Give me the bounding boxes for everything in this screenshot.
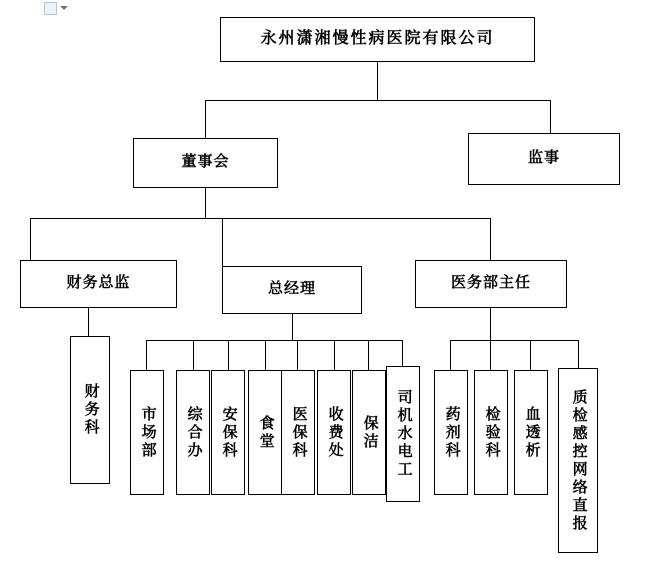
node-lab: 检验科 (474, 370, 508, 495)
toolbar-fragment[interactable] (44, 0, 80, 16)
connector-market-drop (146, 340, 147, 370)
node-quality-control: 质检感控网络直报 (558, 368, 598, 553)
node-gm: 总经理 (222, 266, 362, 314)
connector-canteen-drop (265, 340, 266, 370)
document-icon[interactable] (44, 2, 57, 15)
connector-medical-drop (490, 218, 491, 260)
node-root: 永州潇湘慢性病医院有限公司 (220, 17, 535, 62)
connector-pharmacy-drop (450, 340, 451, 370)
node-cleaning: 保洁 (352, 370, 386, 495)
node-market-dept: 市场部 (130, 370, 164, 495)
node-cashier: 收费处 (317, 370, 351, 495)
node-cfo: 财务总监 (20, 260, 177, 308)
connector-quality-drop (578, 340, 579, 368)
connector-gm-drop (222, 218, 223, 266)
connector-insurance-drop (297, 340, 298, 370)
node-supervisor: 监事 (468, 133, 620, 185)
connector-supervisor-drop (550, 100, 551, 133)
connector-driver-drop (402, 340, 403, 366)
connector-medical-bus (450, 340, 578, 341)
connector-cfo-drop (30, 218, 31, 260)
node-medical-insurance: 医保科 (281, 370, 315, 495)
connector-root-stem (377, 62, 378, 100)
connector-medical-stem (490, 308, 491, 340)
connector-level1-bus (205, 100, 550, 101)
node-canteen: 食堂 (248, 370, 282, 495)
connector-dialysis-drop (530, 340, 531, 370)
connector-cleaning-drop (368, 340, 369, 370)
connector-board-stem (205, 188, 206, 218)
node-dialysis: 血透析 (514, 370, 548, 495)
connector-cfo-stem (88, 308, 89, 336)
connector-gm-bus (146, 340, 402, 341)
node-driver-electrician: 司机水电工 (386, 366, 420, 502)
connector-level2-bus (30, 218, 490, 219)
connector-gm-stem (292, 314, 293, 340)
connector-admin-drop (193, 340, 194, 370)
node-medical-director: 医务部主任 (415, 260, 567, 308)
node-pharmacy: 药剂科 (434, 370, 468, 495)
node-board: 董事会 (133, 138, 278, 188)
node-admin-office: 综合办 (176, 370, 210, 495)
connector-security-drop (228, 340, 229, 370)
node-finance-dept: 财务科 (70, 336, 110, 484)
chevron-down-icon[interactable] (60, 6, 68, 10)
connector-cashier-drop (334, 340, 335, 370)
connector-lab-drop (490, 340, 491, 370)
node-security-dept: 安保科 (211, 370, 245, 495)
connector-board-drop (205, 100, 206, 138)
